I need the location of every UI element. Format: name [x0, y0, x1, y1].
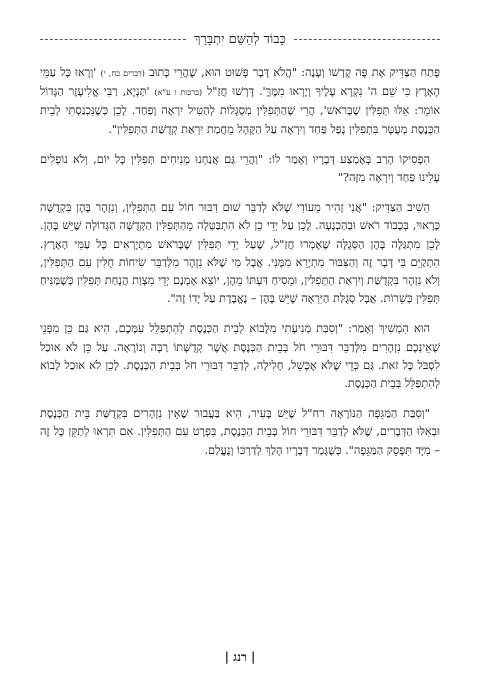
text-run: הוּא הִמְשִׁיךְ וְאָמַר: "וְסִבַּת מְנִיעָתִי מִלָּבוֹא לְבֵית הַכְּנֶסֶת לְהִתְפַּלֵּל עִמָּכֶם, הִיא גַּם כֵּן מִפְּנֵי שֶׁאֵינְכֶם נִזְהָרִים מִלְּדַבֵּר דִּבּוּרֵי חֹל בְּבֵית הַכְּנֶסֶת אֲשֶׁר קְדֻשָּׁתוֹ רַבָּה וְנוֹרָאָה. עַל כֵּן לֹא אוּכַל לִסְבֹּל כָּל זֹאת. גַּם כְּדֵי שֶׁלֹּא אֶכָּשֵׁל, חָלִילָה, לְדַבֵּר דִּבּוּרֵי חֹל בְּבֵית הַכְּנֶסֶת. לָכֵן לֹא אוּכַל לָבוֹא לְהִתְפַּלֵּל בְּבֵית הַכְּנֶסֶת. [40, 322, 440, 391]
text-run: 'וְרָאוּ כָּל עַמֵּי הָאָרֶץ כִּי שֵׁם ה' נִקְרָא עָלֶיךָ וְיָרְאוּ מִמֶּךָּ'. דָּרְשׁוּ חֲזַ"ל [40, 66, 440, 99]
paragraph [40, 320, 440, 393]
source-reference: (דברים כח, י) [100, 69, 145, 78]
paragraph [40, 405, 440, 460]
page-number: | רנג | [224, 650, 256, 664]
source-reference: (ברכות ו ע"א) [154, 88, 203, 98]
text-run: "וְסִבַּת הַמַּגֵּפָה הַנּוֹרָאָה רח"ל שֶׁיֵּשׁ בָּעִיר, הִיא בַּעֲבוּר שֶׁאֵין נִזְהָרִים בִּקְדֻשַּׁת בֵּית הַכְּנֶסֶת וּבְאִלּוּ הַדְּבָרִים, שֶׁלֹּא לְדַבֵּר דִּבּוּרֵי חוֹל בְּבֵית הַכְּנֶסֶת, בִּפְרָט עִם הַתְּפִלִּין. אִם תִּרְאוּ לְתַקֵּן כָּל זֶה – מִיָּד תִּפָּסֵק הַמַּגֵּפָה". כְּשֶׁגָּמַר דְּבָרָיו הָלַךְ לְדַרְכּוֹ וְנֶעֱלַם. [40, 407, 440, 457]
body-text [40, 64, 440, 472]
text-run: פָּתַח הַצַּדִּיק אֶת פֶּה קָדְשׁוֹ וְעָנָה: "הֲלֹא דָּבָר פָּשׁוּט הוּא, שֶׁהֲרֵי כָּתוּב [144, 66, 440, 79]
running-title: כָּבוֹד לְהַשֵּׁם יִתְבָּרַךְ [194, 32, 286, 47]
text-run: 'תַּנְיָא, רַבִּי אֱלִיעֶזֶר הַגָּדוֹל אוֹמֵר: אֵלּוּ תְּפִלִּין שֶׁבָּרֹאשׁ', הֲרֵי שֶׁהַתְּפִלִּין מְסֻגָּלוֹת לְהַטִּיל יִרְאָה וָפַחַד. לָכֵן כְּשֶׁנִּכְנַסְתִּי לְבֵית הַכְּנֶסֶת מְעֻטָּר בִּתְפִלִּין נָפַל פַּחַד וְיִרְאָה עַל הַקָּהָל מֵחֲמַת יִרְאַת קְדֻשַּׁת הַתְּפִלִּין". [40, 85, 440, 136]
paragraph [40, 199, 440, 308]
header-rule-left [40, 39, 186, 40]
text-run: הִפְסִיקוֹ הָרַב בְּאֶמְצַע דְּבָרָיו וְאָמַר לוֹ: "וַהֲרֵי גַּם אֲנַחְנוּ מְנִיחִים תְּפִלִּין כָּל יוֹם, וְלֹא נוֹפְלִים עָלֵינוּ פַּחַד וְיִרְאָה מִזֶּה?" [40, 152, 440, 185]
header-rule-right [294, 39, 440, 40]
paragraph [40, 151, 440, 187]
page-header [40, 30, 440, 48]
text-run: הֵשִׁיב הַצַּדִּיק: "אֲנִי זָהִיר מֵעוֹדִי שֶׁלֹּא לְדַבֵּר שׁוּם דִּבּוּר חוֹל עִם הַתְּפִלִּין, וְנִזְהָר בָּהֶן בִּקְדֻשָּׁה כָּרָאוּי, בְּכָבוֹד רֹאשׁ וּבְהַכְנָעָה. לָכֵן עַל יְדֵי כֵן לֹא הִתְבַּטְּלָה מֵהַתְּפִלִּין הַקְּדֻשָּׁה הַגְּדוֹלָה שֶׁיֵּשׁ בָּהֶן. לָכֵן מִתְגַּלָּה בָּהֶן הַסְּגֻלָּה שֶׁאָמְרוּ חֲזַ"ל, שֶׁעַל יְדֵי תְּפִלִּין שֶׁבָּרֹאשׁ מִתְיָרְאִים כָּל עַמֵּי הָאָרֶץ. הִתְקַיֵּם בִּי דָּבָר זֶה וְהַצִּבּוּר מִתְיָרֵא מִמֶּנִּי. אֲבָל מִי שֶׁלֹּא נִזְהָר מִלְּדַבֵּר שִׂיחוֹת חֻלִּין עִם הַתְּפִלִּין, וְלֹא נִזְהָר בִּקְדֻשַּׁת וְיִרְאַת הַתְּפִלִּין, וּמֵסִיחַ דַּעְתּוֹ מֵהֶן, יוֹצֵא אָמְנָם יְדֵי מִצְוַת הֲנָחַת תְּפִלִּין כְּשֶׁמַּנִּיחַ תְּפִלִּין כְּשֵׁרוֹת. אֲבָל סְגֻלַּת הַיִּרְאָה שֶׁיֵּשׁ בָּהֶן – נֶאֱבֶדֶת עַל יָדוֹ זֶה". [40, 201, 440, 306]
paragraph [40, 64, 440, 139]
